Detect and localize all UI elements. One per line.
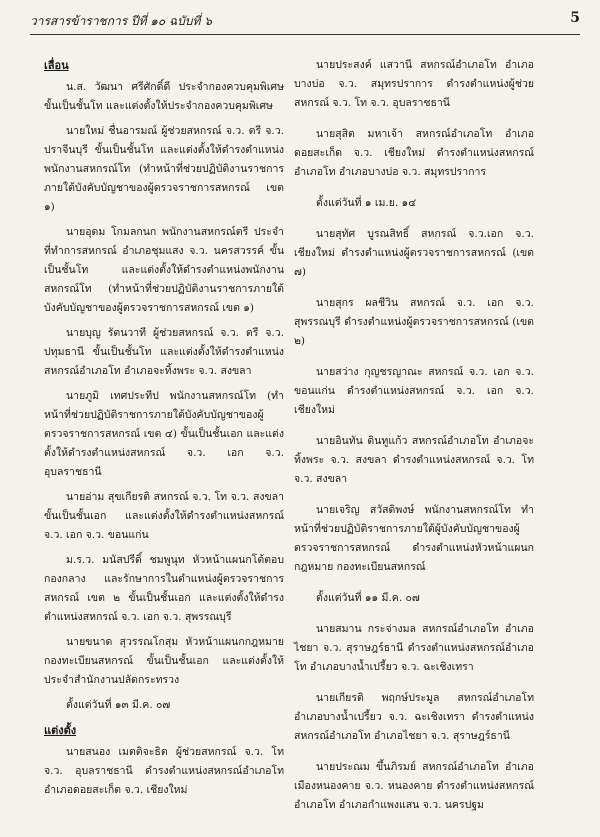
paragraph: นายอุดม โกมลกนก พนักงานสหกรณ์ตรี ประจำที่ทำการสหกรณ์ อำเภอชุมแสง จ.ว. นครสวรรค์ ขั้นเป็นชั้นโท และแต่งตั้งให้ดำรงตำแหน่งพนักงานสหกรณ์โท (ทำหน้าที่ช่วยปฏิบัติงานราชการภายใต้บังคับบัญชาของผู้ตรวจราชการสหกรณ์ เขต ๑)	[44, 226, 284, 314]
section-heading-appoint: แต่งตั้ง	[44, 724, 77, 737]
paragraph: นายสุสิต มหาเจ้า สหกรณ์อำเภอโท อำเภอดอยสะเก็ด จ.ว. เชียงใหม่ ดำรงตำแหน่งสหกรณ์อำเภอโท อำเภอบางบ่อ จ.ว. สมุทรปราการ	[294, 128, 534, 178]
paragraph: น.ส. วัฒนา ศรีศักดิ์ดี ประจำกองควบคุมพิเศษ ขั้นเป็นชั้นโท และแต่งตั้งให้ประจำกองควบคุมพิเศษ	[44, 81, 284, 112]
section-heading-promote: เลื่อน	[44, 59, 69, 72]
paragraph: นายประณม ขึ้นภิรมย์ สหกรณ์อำเภอโท อำเภอเมืองหนองคาย จ.ว. หนองคาย ดำรงตำแหน่งสหกรณ์อำเภอโท อำเภอกำแพงแสน จ.ว. นครปฐม	[294, 761, 534, 811]
paragraph: นายประสงค์ แสวานี สหกรณ์อำเภอโท อำเภอบางบ่อ จ.ว. สมุทรปราการ ดำรงตำแหน่งผู้ช่วยสหกรณ์ จ.ว. โท จ.ว. อุบลราชธานี	[294, 59, 534, 109]
paragraph: นายสนอง เมตติจะธิต ผู้ช่วยสหกรณ์ จ.ว. โท จ.ว. อุบลราชธานี ดำรงตำแหน่งสหกรณ์อำเภอโท อำเภอดอยสะเก็ด จ.ว. เชียงใหม่	[44, 746, 284, 796]
paragraph: นายบุญ รัตนวาที ผู้ช่วยสหกรณ์ จ.ว. ตรี จ.ว. ปทุมธานี ขั้นเป็นชั้นโท และแต่งตั้งให้ดำรงตำแหน่งสหกรณ์อำเภอโท อำเภอจะทิ้งพระ จ.ว. สงขลา	[44, 327, 284, 377]
right-column	[294, 56, 534, 827]
paragraph: นายใหม่ ชื่นอารมณ์ ผู้ช่วยสหกรณ์ จ.ว. ตรี จ.ว. ปราจีนบุรี ขั้นเป็นชั้นโท และแต่งตั้งให้ดำรงตำแหน่งพนักงานสหกรณ์โท (ทำหน้าที่ช่วยปฏิบัติงานราชการภายใต้บังคับบัญชาของผู้ตรวจราชการสหกรณ์ เขต ๑)	[44, 125, 284, 213]
effective-date: ตั้งแต่วันที่ ๑๓ มี.ค. ๐๗	[66, 699, 171, 711]
journal-title: วารสารข้าราชการ ปีที่ ๑๐ ฉบับที่ ๖	[30, 14, 212, 28]
left-column	[44, 56, 284, 806]
paragraph: นายอ่าม สุขเกียรติ สหกรณ์ จ.ว. โท จ.ว. สงขลา ขั้นเป็นชั้นเอก และแต่งตั้งให้ดำรงตำแหน่งสหกรณ์ จ.ว. เอก จ.ว. ขอนแก่น	[44, 491, 284, 541]
paragraph: นายเจริญ สวัสดิพงษ์ พนักงานสหกรณ์โท ทำหน้าที่ช่วยปฏิบัติราชการภายใต้ผู้บังคับบัญชาของผู้ตรวจราชการสหกรณ์ ดำรงตำแหน่งหัวหน้าแผนกกฎหมาย กองทะเบียนสหกรณ์	[294, 504, 534, 573]
paragraph: ม.ร.ว. มนัสปรีดิ์ ชมพูนุท หัวหน้าแผนกโต้ตอบ กองกลาง และรักษาการในตำแหน่งผู้ตรวจราชการสหกรณ์ เขต ๒ ขั้นเป็นชั้นเอก และแต่งตั้งให้ดำรงตำแหน่งสหกรณ์ จ.ว. เอก จ.ว. สุพรรณบุรี	[44, 554, 284, 623]
paragraph: นายขนาด สุวรรณโกสุม หัวหน้าแผนกกฎหมาย กองทะเบียนสหกรณ์ ขั้นเป็นชั้นเอก และแต่งตั้งให้ประจำสำนักงานปลัดกระทรวง	[44, 636, 284, 686]
page-number: 5	[570, 10, 580, 26]
paragraph: นายสุกร ผลชีวิน สหกรณ์ จ.ว. เอก จ.ว. สุพรรณบุรี ดำรงตำแหน่งผู้ตรวจราชการสหกรณ์ (เขต ๒)	[294, 297, 534, 347]
paragraph: นายสุทัศ บูรณสิทธิ์ สหกรณ์ จ.ว.เอก จ.ว. เชียงใหม่ ดำรงตำแหน่งผู้ตรวจราชการสหกรณ์ (เขต ๗)	[294, 228, 534, 278]
paragraph: นายภูมิ เทศประทีป พนักงานสหกรณ์โท (ทำหน้าที่ช่วยปฏิบัติราชการภายใต้บังคับบัญชาของผู้ตรวจราชการสหกรณ์ เขต ๔) ขั้นเป็นชั้นเอก และแต่งตั้งให้ดำรงตำแหน่งสหกรณ์ จ.ว. เอก จ.ว. อุบลราชธานี	[44, 390, 284, 478]
paragraph: นายอินทัน ดินทูแก้ว สหกรณ์อำเภอโท อำเภอจะทิ้งพระ จ.ว. สงขลา ดำรงตำแหน่งสหกรณ์ จ.ว. โท จ.ว. สงขลา	[294, 435, 534, 485]
effective-date: ตั้งแต่วันที่ ๑ เม.ย. ๑๔	[316, 197, 417, 209]
paragraph: นายสมาน กระจ่างมล สหกรณ์อำเภอโท อำเภอไชยา จ.ว. สุราษฎร์ธานี ดำรงตำแหน่งสหกรณ์อำเภอโท อำเภอบางน้ำเปรี้ยว จ.ว. ฉะเชิงเทรา	[294, 623, 534, 673]
effective-date: ตั้งแต่วันที่ ๑๑ มี.ค. ๐๗	[316, 592, 420, 604]
running-header	[30, 10, 580, 35]
paragraph: นายสว่าง กุญชรญาณะ สหกรณ์ จ.ว. เอก จ.ว. ขอนแก่น ดำรงตำแหน่งสหกรณ์ จ.ว. เอก จ.ว. เชียงใหม่	[294, 366, 534, 416]
paragraph: นายเกียรติ พฤกษ์ประมูล สหกรณ์อำเภอโท อำเภอบางน้ำเปรี้ยว จ.ว. ฉะเชิงเทรา ดำรงตำแหน่งสหกรณ์อำเภอโท อำเภอไชยา จ.ว. สุราษฎร์ธานี	[294, 692, 534, 742]
